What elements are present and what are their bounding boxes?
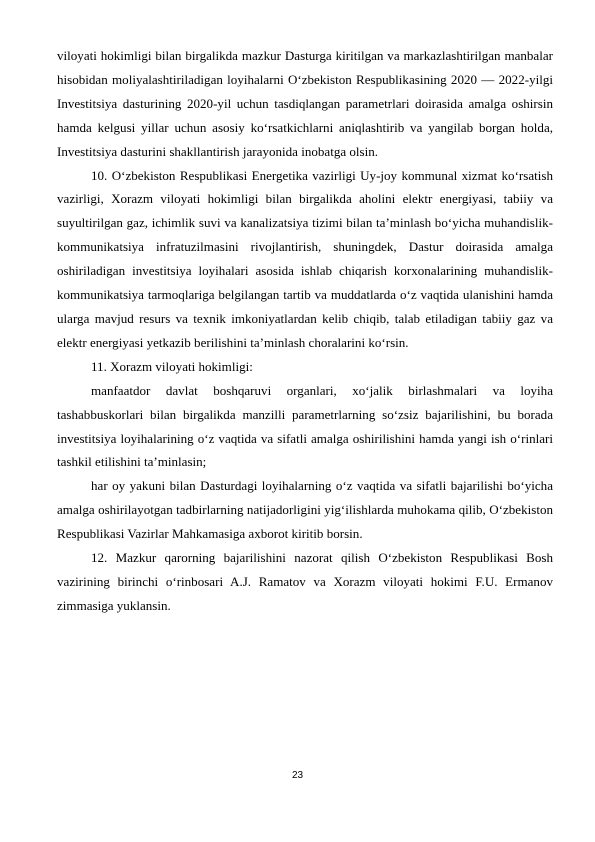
paragraph-item-11-sub-1: manfaatdor davlat boshqaruvi organlari, xo‘jalik birlashmalari va loyiha tashabbuskorlari bilan birgalikda manzilli parametrlarning so‘zsiz bajarilishini, bu borada investitsiya loyihalarining o‘z vaqtida va sifatli amalga oshirilishini hamda yangi ish o‘rinlari tashkil etilishini ta’minlasin; — [57, 382, 553, 470]
paragraph-item-11-sub-2: har oy yakuni bilan Dasturdagi loyihalarning o‘z vaqtida va sifatli bajarilishi bo‘yicha amalga oshirilayotgan tadbirlarning natijadorligini yig‘ilishlarda muhokama qilib, O‘zbekiston Respublikasi Vazirlar Mahkamasiga axborot kiritib borsin. — [57, 478, 553, 542]
paragraph-item-10: 10. O‘zbekiston Respublikasi Energetika vazirligi Uy-joy kommunal xizmat ko‘rsatish vazirligi, Xorazm viloyati hokimligi bilan birgalikda aholini elektr energiyasi, tabiiy va suyultirilgan gaz, ichimlik suvi va kanalizatsiya tizimi bilan ta’minlash bo‘yicha muhandislik-kommunikatsiya infratuzilmasini rivojlantirish, shuningdek, Dastur doirasida amalga oshiriladigan investitsiya loyihalari asosida ishlab chiqarish korxonalarining muhandislik-kommunikatsiya tarmoqlariga belgilangan tartib va muddatlarda o‘z vaqtida ulanishini hamda ularga mavjud resurs va texnik imkoniyatlardan kelib chiqib, talab etiladigan tabiiy gaz va elektr energiyasi yetkazib berilishini ta’minlash choralarini ko‘rsin. — [57, 167, 553, 350]
paragraph-item-11: 11. Xorazm viloyati hokimligi: — [91, 358, 253, 374]
page-number: 23 — [291, 770, 304, 781]
paragraph-item-12: 12. Mazkur qarorning bajarilishini nazorat qilish O‘zbekiston Respublikasi Bosh vazirining birinchi o‘rinbosari A.J. Ramatov va Xorazm viloyati hokimi F.U. Ermanov zimmasiga yuklansin. — [57, 550, 553, 613]
paragraph-continuation: viloyati hokimligi bilan birgalikda mazkur Dasturga kiritilgan va markazlashtirilgan manbalar hisobidan moliyalashtiriladigan loyihalarni O‘zbekiston Respublikasining 2020 — 2022-yilgi Investitsiya dasturining 2020-yil uchun tasdiqlangan parametrlari doirasida amalga oshirsin hamda kelgusi yillar uchun asosiy ko‘rsatkichlarni aniqlashtirib va yangilab borgan holda, Investitsiya dasturini shakllantirish jarayonida inobatga olsin. — [57, 48, 553, 159]
document-body — [57, 44, 553, 618]
